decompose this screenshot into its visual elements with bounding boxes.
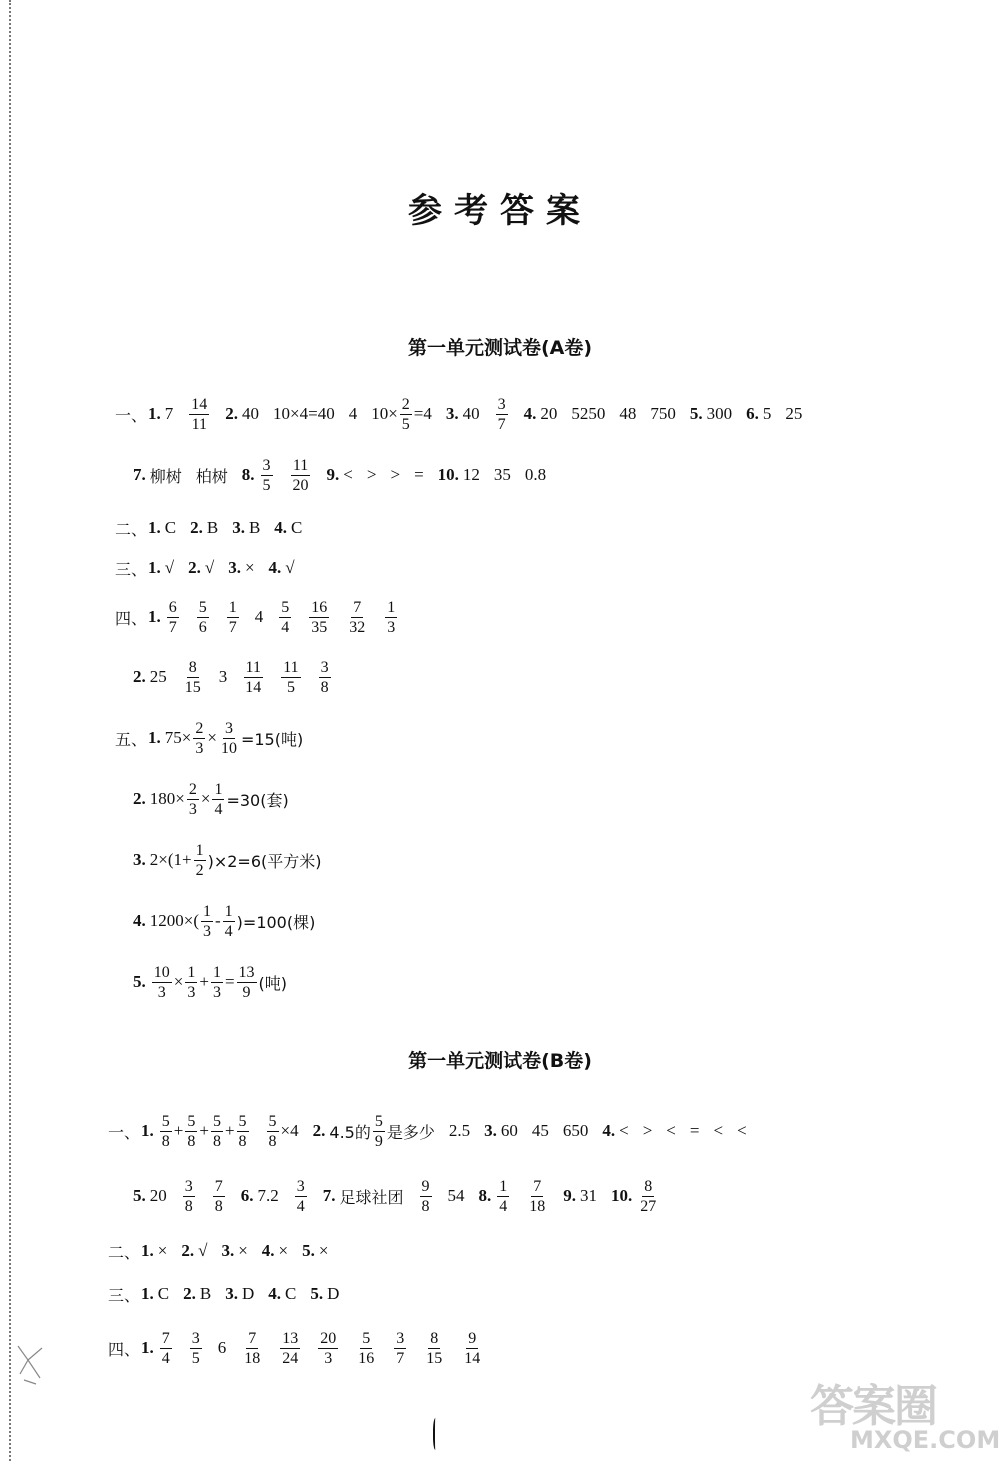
fraction: $\frac{3}{5}$ bbox=[191, 1329, 200, 1367]
fraction: $\frac{8}{27}$ bbox=[640, 1177, 657, 1215]
item-number: 4. bbox=[274, 518, 288, 537]
item-number: 3. bbox=[225, 1284, 238, 1303]
fraction: $\frac{1}{3}$ bbox=[187, 963, 196, 1001]
fraction: $\frac{16}{35}$ bbox=[311, 598, 328, 636]
a-part4-line1 bbox=[115, 594, 399, 640]
answer: 54 bbox=[447, 1186, 465, 1205]
answer: C bbox=[284, 1284, 297, 1303]
fraction: $\frac{2}{3}$ bbox=[188, 780, 197, 818]
answer: × bbox=[244, 558, 255, 577]
expression: 2×(1+ bbox=[149, 850, 192, 869]
item-number: 1. bbox=[148, 558, 161, 577]
answer: 足球社团 bbox=[339, 1187, 404, 1207]
item-number: 8. bbox=[241, 465, 255, 484]
item-number: 2. bbox=[133, 789, 146, 808]
item-number: 5. bbox=[310, 1284, 324, 1303]
section-label: 二、 bbox=[115, 519, 148, 539]
expression: (吨) bbox=[258, 973, 288, 993]
fraction: $\frac{9}{14}$ bbox=[464, 1329, 481, 1367]
fraction: $\frac{1}{7}$ bbox=[228, 598, 237, 636]
answer: √ bbox=[198, 1241, 208, 1260]
fraction: $\frac{6}{7}$ bbox=[168, 598, 177, 636]
answer: 7.2 bbox=[257, 1186, 279, 1205]
answer: 60 bbox=[500, 1121, 518, 1140]
fraction: $\frac{3}{10}$ bbox=[220, 719, 237, 757]
expression: ×4 bbox=[280, 1121, 299, 1140]
answer: × bbox=[278, 1241, 289, 1260]
answer: C bbox=[291, 518, 303, 537]
answer: > bbox=[390, 465, 401, 484]
a-part5-line5 bbox=[133, 959, 287, 1005]
page-number-mark bbox=[433, 1418, 439, 1450]
fraction: $\frac{13}{9}$ bbox=[238, 963, 255, 1001]
page-title: 参考答案 bbox=[408, 191, 592, 231]
answer: 6 bbox=[217, 1338, 227, 1357]
section-label: 四、 bbox=[108, 1339, 141, 1359]
answer: 750 bbox=[650, 404, 676, 423]
fraction: $\frac{11}{14}$ bbox=[245, 658, 262, 696]
expression: + bbox=[173, 1121, 184, 1140]
item-number: 3. bbox=[445, 404, 459, 423]
fraction: $\frac{1}{4}$ bbox=[499, 1177, 508, 1215]
fraction: $\frac{2}{5}$ bbox=[401, 395, 410, 433]
expression: × bbox=[200, 789, 211, 808]
fraction: $\frac{10}{3}$ bbox=[153, 963, 170, 1001]
answer: 5 bbox=[762, 404, 772, 423]
section-label: 四、 bbox=[115, 608, 148, 628]
answer: > bbox=[366, 465, 377, 484]
item-number: 3. bbox=[228, 558, 241, 577]
a-part4-line2 bbox=[133, 654, 333, 700]
fraction: $\frac{5}{8}$ bbox=[187, 1112, 196, 1150]
a-part5-line3 bbox=[133, 837, 322, 883]
watermark-url: MXQE.COM bbox=[850, 1426, 1000, 1454]
expression: =15(吨) bbox=[240, 729, 304, 749]
section-label: 三、 bbox=[115, 559, 148, 579]
section-label: 三、 bbox=[108, 1285, 141, 1305]
answer: < bbox=[737, 1121, 747, 1140]
answer: 40 bbox=[462, 404, 480, 423]
item-number: 5. bbox=[133, 1186, 146, 1205]
item-number: 4. bbox=[268, 1284, 281, 1303]
item-number: 9. bbox=[563, 1186, 577, 1205]
answer: B bbox=[206, 518, 219, 537]
fraction: $\frac{3}{8}$ bbox=[184, 1177, 193, 1215]
b-part4-line1 bbox=[108, 1325, 484, 1371]
item-number: 3. bbox=[232, 518, 245, 537]
fraction: $\frac{20}{3}$ bbox=[320, 1329, 337, 1367]
item-number: 4. bbox=[602, 1121, 616, 1140]
item-number: 3. bbox=[133, 850, 146, 869]
answer: =4 bbox=[413, 404, 432, 423]
expression: - bbox=[215, 911, 221, 930]
answer: B bbox=[199, 1284, 212, 1303]
expression: 180× bbox=[149, 789, 185, 808]
answer: < bbox=[713, 1121, 724, 1140]
answer: × bbox=[318, 1241, 329, 1260]
answer: = bbox=[414, 465, 424, 484]
answer: 300 bbox=[706, 404, 733, 423]
answer: √ bbox=[204, 558, 215, 577]
a-part5-line4 bbox=[133, 898, 315, 944]
expression: )×2=6(平方米) bbox=[207, 851, 322, 871]
item-number: 1. bbox=[148, 728, 161, 747]
answer: 柏树 bbox=[195, 466, 228, 486]
fraction: $\frac{7}{4}$ bbox=[161, 1329, 170, 1367]
answer: 柳树 bbox=[149, 466, 182, 486]
answer: 35 bbox=[493, 465, 511, 484]
answer: 31 bbox=[580, 1186, 598, 1205]
item-number: 1. bbox=[141, 1121, 154, 1140]
section-label: 二、 bbox=[108, 1242, 141, 1262]
expression: + bbox=[199, 972, 209, 991]
fraction: $\frac{9}{8}$ bbox=[421, 1177, 430, 1215]
fraction: $\frac{3}{7}$ bbox=[396, 1329, 405, 1367]
watermark-logo: 答案圈 bbox=[810, 1381, 936, 1432]
item-number: 10. bbox=[437, 465, 459, 484]
answer: 10× bbox=[371, 404, 398, 423]
item-number: 3. bbox=[221, 1241, 235, 1260]
answer: 25 bbox=[785, 404, 803, 423]
fraction: $\frac{13}{24}$ bbox=[282, 1329, 299, 1367]
fraction: $\frac{5}{8}$ bbox=[238, 1112, 247, 1150]
item-number: 1. bbox=[141, 1338, 154, 1357]
fraction: $\frac{1}{4}$ bbox=[214, 780, 223, 818]
expression: 4.5的 bbox=[329, 1122, 371, 1142]
fraction: $\frac{3}{4}$ bbox=[296, 1177, 305, 1215]
fraction: $\frac{14}{11}$ bbox=[191, 395, 208, 433]
fraction: $\frac{5}{8}$ bbox=[268, 1112, 277, 1150]
answer: 45 bbox=[531, 1121, 549, 1140]
answer: 5250 bbox=[571, 404, 606, 423]
expression: × bbox=[173, 972, 184, 991]
fraction: $\frac{7}{8}$ bbox=[214, 1177, 223, 1215]
item-number: 5. bbox=[302, 1241, 315, 1260]
expression: =30(套) bbox=[226, 790, 289, 810]
fraction: $\frac{7}{18}$ bbox=[529, 1177, 546, 1215]
fraction: $\frac{1}{2}$ bbox=[195, 841, 204, 879]
answer: 4 bbox=[348, 404, 358, 423]
fraction: $\frac{5}{8}$ bbox=[212, 1112, 221, 1150]
fraction: $\frac{1}{3}$ bbox=[203, 902, 211, 940]
answer: 2.5 bbox=[448, 1121, 471, 1140]
answer: 20 bbox=[540, 404, 558, 423]
item-number: 1. bbox=[148, 518, 161, 537]
answer: C bbox=[157, 1284, 170, 1303]
item-number: 2. bbox=[188, 558, 201, 577]
fraction: $\frac{8}{15}$ bbox=[184, 658, 201, 696]
answer: 4 bbox=[254, 607, 264, 626]
fraction: $\frac{5}{8}$ bbox=[161, 1112, 170, 1150]
item-number: 4. bbox=[133, 911, 146, 930]
answer: B bbox=[248, 518, 261, 537]
section-label: 五、 bbox=[115, 729, 148, 749]
expression: 75× bbox=[164, 728, 192, 747]
item-number: 6. bbox=[240, 1186, 254, 1205]
fraction: $\frac{5}{9}$ bbox=[374, 1112, 383, 1150]
b-part2-line bbox=[108, 1228, 328, 1274]
section-label: 一、 bbox=[115, 405, 148, 425]
answer: 40 bbox=[242, 404, 260, 423]
answer: 650 bbox=[562, 1121, 589, 1140]
fraction: $\frac{2}{3}$ bbox=[195, 719, 204, 757]
answer: √ bbox=[164, 558, 175, 577]
fraction: $\frac{3}{5}$ bbox=[262, 456, 271, 494]
fraction: $\frac{5}{4}$ bbox=[281, 598, 290, 636]
fraction: $\frac{7}{32}$ bbox=[349, 598, 366, 636]
item-number: 4. bbox=[268, 558, 282, 577]
item-number: 2. bbox=[225, 404, 239, 423]
fraction: $\frac{3}{7}$ bbox=[497, 395, 506, 433]
expression: = bbox=[224, 972, 235, 991]
a-part5-line1 bbox=[115, 715, 303, 761]
b-part1-line2 bbox=[133, 1173, 660, 1219]
fraction: $\frac{3}{8}$ bbox=[320, 658, 329, 696]
answer: < bbox=[619, 1121, 629, 1140]
section-a-heading: 第一单元测试卷(A卷) bbox=[407, 337, 593, 359]
answer: 12 bbox=[462, 465, 480, 484]
item-number: 9. bbox=[326, 465, 340, 484]
answer: = bbox=[689, 1121, 700, 1140]
item-number: 1. bbox=[148, 404, 161, 423]
answer: > bbox=[642, 1121, 653, 1140]
expression: 1200×( bbox=[149, 911, 199, 930]
expression: × bbox=[207, 728, 217, 747]
fraction: $\frac{11}{5}$ bbox=[283, 658, 299, 696]
a-part1-line1 bbox=[115, 391, 802, 437]
fraction: $\frac{1}{3}$ bbox=[387, 598, 396, 636]
fraction: $\frac{1}{4}$ bbox=[224, 902, 233, 940]
expression: + bbox=[224, 1121, 235, 1140]
answer: 25 bbox=[149, 667, 167, 686]
item-number: 2. bbox=[181, 1241, 195, 1260]
item-number: 2. bbox=[133, 667, 146, 686]
fraction: $\frac{5}{6}$ bbox=[198, 598, 207, 636]
b-part1-line1 bbox=[108, 1108, 747, 1154]
a-part3-line bbox=[115, 545, 295, 591]
item-number: 2. bbox=[312, 1121, 326, 1140]
item-number: 4. bbox=[523, 404, 537, 423]
answer: C bbox=[164, 518, 177, 537]
answer: 3 bbox=[218, 667, 228, 686]
answer: 7 bbox=[164, 404, 174, 423]
item-number: 4. bbox=[261, 1241, 275, 1260]
item-number: 5. bbox=[133, 972, 146, 991]
item-number: 8. bbox=[478, 1186, 492, 1205]
expression: + bbox=[199, 1121, 209, 1140]
answer: < bbox=[666, 1121, 676, 1140]
answer: 10×4=40 bbox=[273, 404, 335, 423]
item-number: 2. bbox=[183, 1284, 196, 1303]
item-number: 10. bbox=[611, 1186, 633, 1205]
item-number: 3. bbox=[484, 1121, 497, 1140]
item-number: 2. bbox=[190, 518, 203, 537]
corner-scribble-mark bbox=[14, 1340, 48, 1388]
expression: 是多少 bbox=[386, 1122, 435, 1142]
item-number: 1. bbox=[141, 1241, 154, 1260]
answer: D bbox=[241, 1284, 255, 1303]
a-part5-line2 bbox=[133, 776, 289, 822]
fraction: $\frac{7}{18}$ bbox=[244, 1329, 261, 1367]
answer: × bbox=[238, 1241, 248, 1260]
fraction: $\frac{8}{15}$ bbox=[426, 1329, 443, 1367]
answer: 0.8 bbox=[524, 465, 547, 484]
item-number: 6. bbox=[746, 404, 759, 423]
answer: 20 bbox=[149, 1186, 167, 1205]
fraction: $\frac{11}{20}$ bbox=[292, 456, 309, 494]
answer: D bbox=[327, 1284, 340, 1303]
answer: 48 bbox=[619, 404, 637, 423]
section-label: 一、 bbox=[108, 1122, 141, 1142]
item-number: 1. bbox=[148, 607, 161, 626]
b-part3-line bbox=[108, 1271, 339, 1317]
section-b-heading: 第一单元测试卷(B卷) bbox=[408, 1050, 592, 1072]
item-number: 7. bbox=[322, 1186, 336, 1205]
expression: )=100(棵) bbox=[236, 912, 316, 932]
fraction: $\frac{1}{3}$ bbox=[212, 963, 221, 1001]
answer: × bbox=[157, 1241, 168, 1260]
item-number: 5. bbox=[689, 404, 703, 423]
answer: √ bbox=[285, 558, 295, 577]
answer: < bbox=[343, 465, 353, 484]
fraction: $\frac{5}{16}$ bbox=[358, 1329, 375, 1367]
a-part1-line2 bbox=[133, 452, 546, 498]
item-number: 7. bbox=[133, 465, 146, 484]
item-number: 1. bbox=[141, 1284, 154, 1303]
